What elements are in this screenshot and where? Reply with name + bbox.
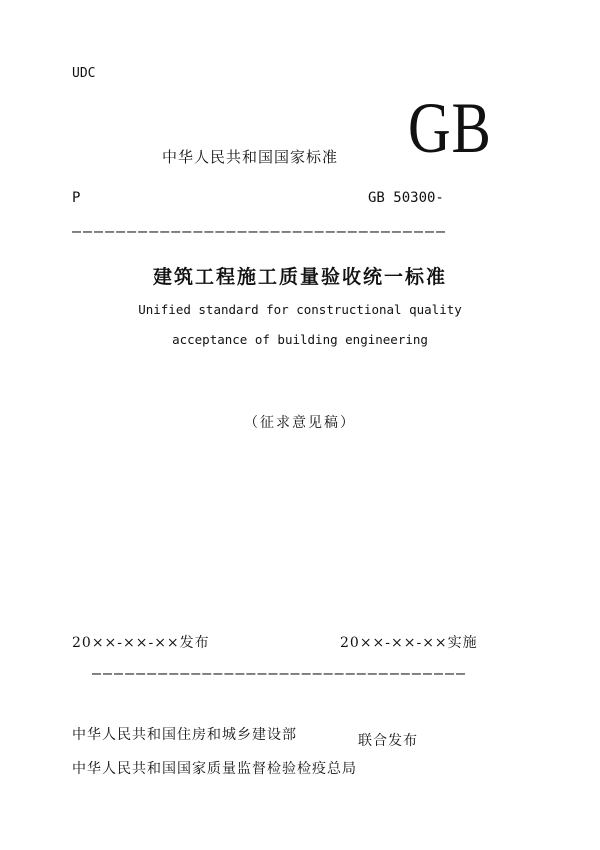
- publish-date: 20××-××-××发布: [72, 635, 210, 651]
- joint-issue-label: 联合发布: [358, 733, 418, 749]
- top-divider: ——————————————————————————————————: [72, 222, 448, 240]
- document-title-english-line2: acceptance of building engineering: [172, 332, 428, 347]
- document-title-english-line1: Unified standard for constructional quality: [138, 302, 462, 317]
- draft-note: （征求意见稿）: [244, 415, 356, 431]
- udc-label: UDC: [72, 66, 96, 81]
- issuer-aqsiq: 中华人民共和国国家质量监督检验检疫总局: [72, 761, 357, 777]
- gb-mark: GB: [408, 88, 492, 168]
- standard-number: GB 50300-: [368, 190, 444, 206]
- implement-date: 20××-××-××实施: [340, 635, 478, 651]
- category-code: P: [72, 190, 81, 206]
- bottom-divider: ——————————————————————————————————: [92, 664, 468, 682]
- issuer-ministry: 中华人民共和国住房和城乡建设部: [72, 727, 297, 743]
- country-standard-label: 中华人民共和国国家标准: [162, 148, 339, 166]
- document-title-chinese: 建筑工程施工质量验收统一标准: [152, 266, 447, 288]
